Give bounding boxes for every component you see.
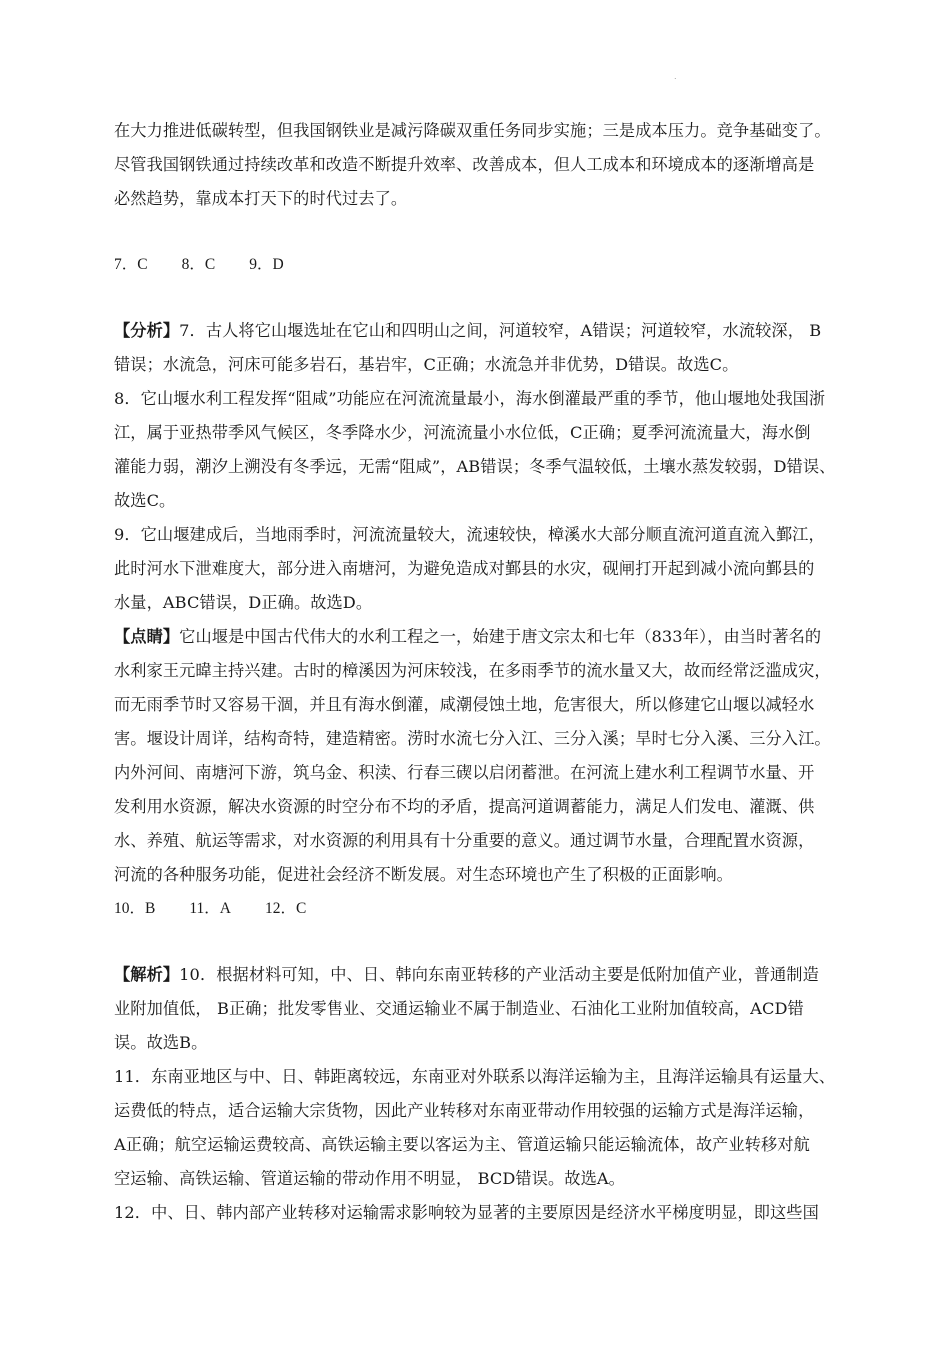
analysis-tag: 【分析】 [114, 321, 180, 340]
text-line: 12．中、日、韩内部产业转移对运输需求影响较为显著的主要原因是经济水平梯度明显，即这些国 [114, 1203, 819, 1222]
text-line: 8．它山堰水利工程发挥“阻咸”功能应在河流流量最小，海水倒灌最严重的季节，他山堰地处我国浙 [114, 389, 826, 408]
analysis-tag: 【解析】 [114, 965, 180, 984]
text-line: 空运输、高铁运输、管道运输的带动作用不明显， BCD错误。故选A。 [114, 1169, 625, 1188]
document-body [114, 114, 842, 1230]
answer-12: 12．C [264, 900, 307, 917]
text-line [114, 314, 842, 348]
analysis-section-10-12 [114, 958, 842, 1230]
answer-row-10-12 [114, 892, 842, 926]
text-line: 灌能力弱，潮汐上溯没有冬季远，无需“阻咸”，AB错误；冬季气温较低，土壤水蒸发较弱，D错误、 [114, 457, 836, 476]
text-line: 水量，ABC错误，D正确。故选D。 [114, 593, 373, 612]
text-line: 江，属于亚热带季风气候区，冬季降水少，河流流量小水位低，C正确；夏季河流流量大，海水倒 [114, 423, 811, 442]
comment-tag: 【点睛】 [114, 627, 180, 646]
text-line: 尽管我国钢铁通过持续改革和改造不断提升效率、改善成本，但人工成本和环境成本的逐渐增高是 [114, 155, 815, 174]
answer-11: 11．A [189, 900, 231, 917]
answer-9: 9．D [249, 256, 284, 273]
text-line: 11．东南亚地区与中、日、韩距离较远，东南亚对外联系以海洋运输为主，且海洋运输具有运量大、 [114, 1067, 836, 1086]
text-line: 故选C。 [114, 491, 176, 510]
text-line: 错误；水流急，河床可能多岩石，基岩牢，C正确；水流急并非优势，D错误。故选C。 [114, 355, 739, 374]
text-line: 内外河间、南塘河下游，筑乌金、积渎、行春三碶以启闭蓄泄。在河流上建水利工程调节水量、开 [114, 763, 815, 782]
comment-section-7-9 [114, 620, 842, 892]
text-line: 误。故选B。 [114, 1033, 208, 1052]
text-line: 害。堰设计周详，结构奇特，建造精密。涝时水流七分入江、三分入溪；旱时七分入溪、三分入江。 [114, 729, 831, 748]
spacer [114, 216, 842, 248]
page-mark: . [674, 72, 677, 81]
text-line: 发利用水资源，解决水资源的时空分布不均的矛盾，提高河道调蓄能力，满足人们发电、灌溉、供 [114, 797, 815, 816]
text-line: A正确；航空运输运费较高、高铁运输主要以客运为主、管道运输只能运输流体，故产业转移对航 [114, 1135, 810, 1154]
analysis-text: 7．古人将它山堰选址在它山和四明山之间，河道较窄，A错误；河道较窄，水流较深， B [179, 321, 822, 340]
spacer [114, 282, 842, 314]
analysis-section-7-9 [114, 314, 842, 620]
text-line: 而无雨季节时又容易干涸，并且有海水倒灌，咸潮侵蚀土地，危害很大，所以修建它山堰以减轻水 [114, 695, 815, 714]
text-line: 必然趋势，靠成本打天下的时代过去了。 [114, 189, 408, 208]
text-line: 在大力推进低碳转型，但我国钢铁业是减污降碳双重任务同步实施；三是成本压力。竞争基础变了。 [114, 121, 831, 140]
text-line: 水、养殖、航运等需求，对水资源的利用具有十分重要的意义。通过调节水量，合理配置水资源， [114, 831, 815, 850]
answer-7: 7．C [114, 256, 148, 273]
text-line: 此时河水下泄难度大，部分进入南塘河，为避免造成对鄞县的水灾，砚闸打开起到减小流向鄞县的 [114, 559, 815, 578]
text-line: 9．它山堰建成后，当地雨季时，河流流量较大，流速较快，樟溪水大部分顺直流河道直流入鄞江， [114, 525, 825, 544]
text-line: 运费低的特点，适合运输大宗货物，因此产业转移对东南亚带动作用较强的运输方式是海洋运输， [114, 1101, 815, 1120]
comment-text: 它山堰是中国古代伟大的水利工程之一，始建于唐文宗太和七年（833年），由当时著名的 [179, 627, 822, 646]
text-line: 业附加值低， B正确；批发零售业、交通运输业不属于制造业、石油化工业附加值较高，ACD错 [114, 999, 804, 1018]
answer-10: 10．B [114, 900, 156, 917]
text-line [114, 958, 842, 992]
intro-paragraph [114, 114, 842, 216]
text-line: 水利家王元暐主持兴建。古时的樟溪因为河床较浅，在多雨季节的流水量又大，故而经常泛滥成灾， [114, 661, 831, 680]
answer-8: 8．C [181, 256, 216, 273]
analysis-text: 10．根据材料可知，中、日、韩向东南亚转移的产业活动主要是低附加值产业，普通制造 [179, 965, 819, 984]
spacer [114, 926, 842, 958]
text-line: 河流的各种服务功能，促进社会经济不断发展。对生态环境也产生了积极的正面影响。 [114, 865, 733, 884]
text-line [114, 620, 842, 654]
answer-row-7-9 [114, 248, 842, 282]
